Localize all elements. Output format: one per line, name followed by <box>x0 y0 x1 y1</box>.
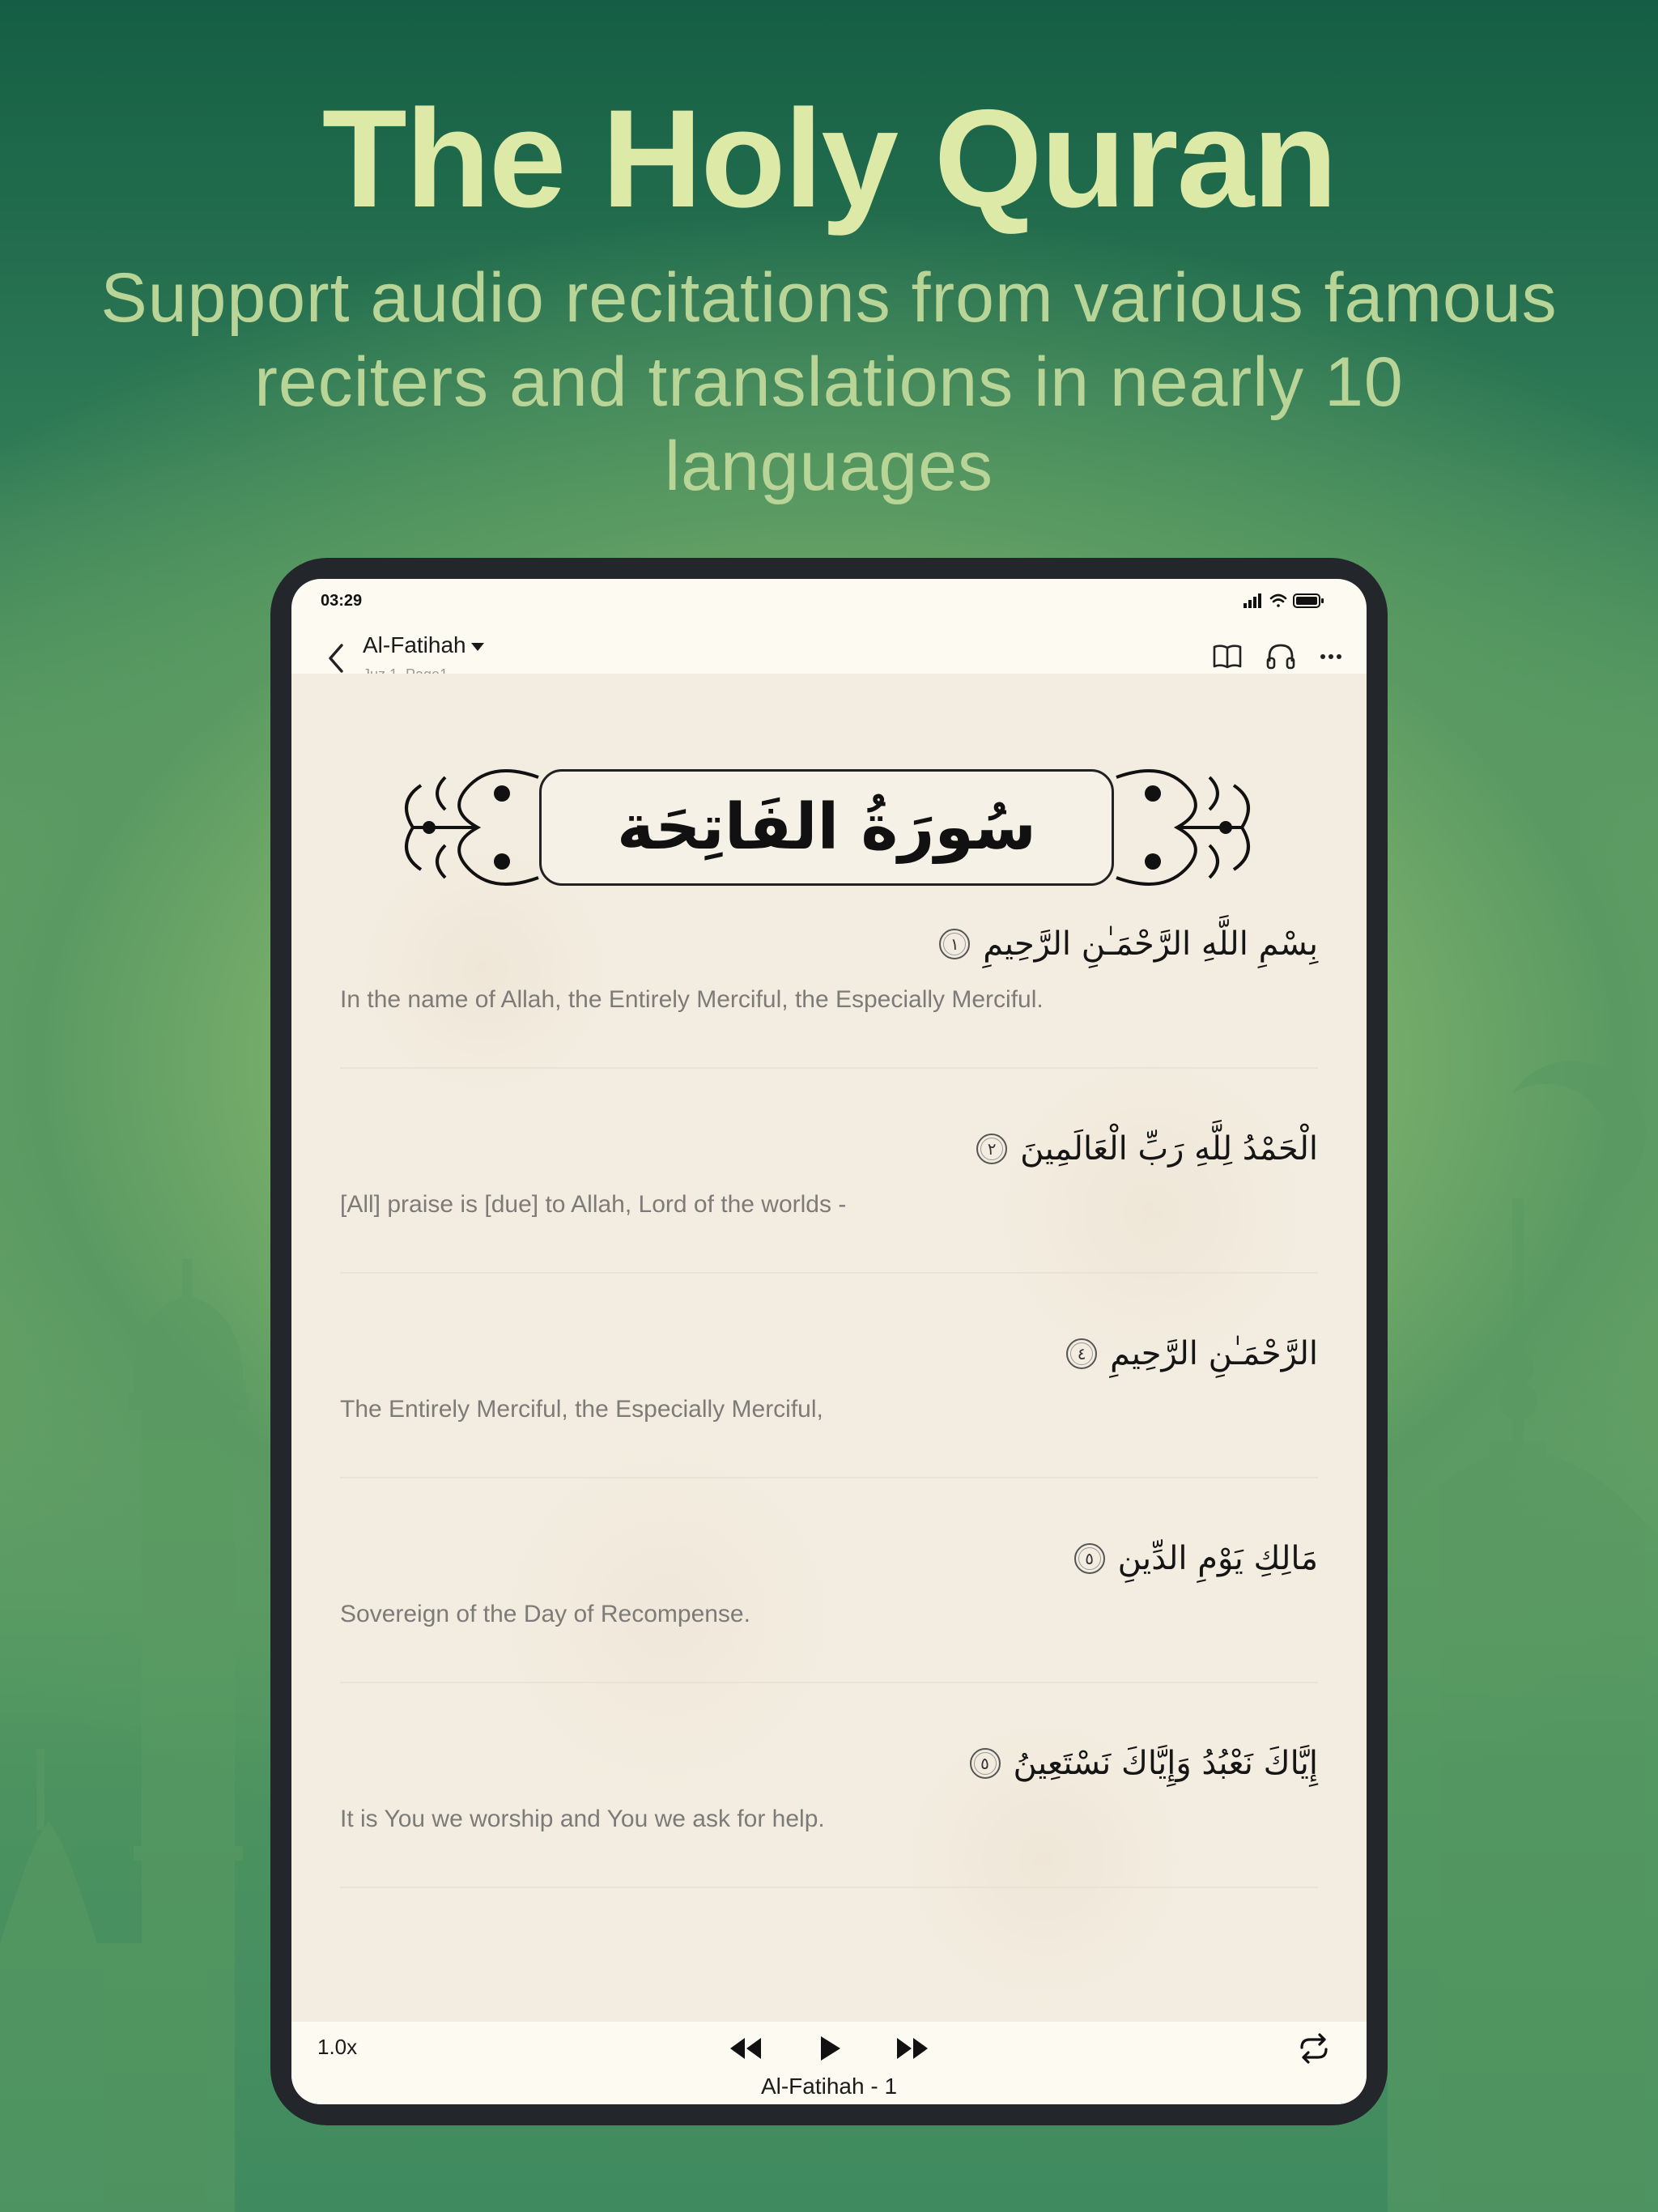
promo-headline: The Holy Quran <box>321 81 1337 236</box>
verse-translation: The Entirely Merciful, the Especially Merciful, <box>340 1396 823 1423</box>
verse-number-badge: ٥ <box>1074 1543 1105 1574</box>
more-icon[interactable] <box>1313 639 1349 674</box>
verse-arabic: الْحَمْدُ لِلَّهِ رَبِّ الْعَالَمِينَ <box>1020 1130 1318 1168</box>
cellular-signal-icon <box>1244 593 1261 608</box>
battery-icon <box>1294 594 1324 607</box>
status-bar <box>291 579 1367 619</box>
rewind-icon[interactable] <box>725 2030 766 2067</box>
verse-arabic: بِسْمِ اللَّهِ الرَّحْمَـٰنِ الرَّحِيمِ <box>983 925 1318 963</box>
promo-subline: Support audio recitations from various famous reciters and translations in nearly 10 languages <box>100 259 1558 505</box>
repeat-icon[interactable] <box>1294 2030 1334 2067</box>
status-icons <box>1244 590 1341 611</box>
verse-arabic: إِيَّاكَ نَعْبُدُ وَإِيَّاكَ نَسْتَعِينُ <box>1013 1745 1318 1782</box>
surah-selector[interactable] <box>363 632 484 658</box>
audio-player <box>291 2022 1367 2104</box>
divider <box>340 1887 1318 1888</box>
verse-number-badge: ٥ <box>970 1748 1001 1779</box>
divider <box>340 1067 1318 1069</box>
playback-speed-button[interactable]: 1.0x <box>317 2035 358 2059</box>
ornament-left-icon <box>397 761 542 894</box>
verse-translation: [All] praise is [due] to Allah, Lord of the worlds - <box>340 1191 847 1218</box>
verse-translation: In the name of Allah, the Entirely Merciful, the Especially Merciful. <box>340 986 1044 1013</box>
tablet-frame <box>270 558 1388 2125</box>
caret-down-icon <box>471 643 484 651</box>
verse-arabic: مَالِكِ يَوْمِ الدِّينِ <box>1117 1540 1318 1577</box>
status-time: 03:29 <box>321 592 363 610</box>
verse-translation: It is You we worship and You we ask for help. <box>340 1806 825 1832</box>
divider <box>340 1477 1318 1478</box>
verse-number-badge: ٢ <box>976 1134 1007 1164</box>
verse-translation: Sovereign of the Day of Recompense. <box>340 1601 750 1627</box>
now-playing-label: Al-Fatihah - 1 <box>760 2074 898 2099</box>
wifi-icon <box>1271 595 1286 607</box>
divider <box>340 1272 1318 1274</box>
app-screen <box>291 579 1367 2104</box>
reading-page <box>291 674 1367 2022</box>
surah-title: Al-Fatihah <box>363 632 466 657</box>
divider <box>340 1682 1318 1683</box>
surah-header-banner <box>397 761 1258 894</box>
play-icon[interactable] <box>810 2030 850 2067</box>
ornament-right-icon <box>1112 761 1258 894</box>
book-icon[interactable] <box>1209 639 1245 674</box>
headphones-icon[interactable] <box>1263 639 1299 674</box>
verse-number-badge: ٤ <box>1066 1338 1097 1369</box>
verse-number-badge: ١ <box>939 929 970 959</box>
fast-forward-icon[interactable] <box>892 2030 933 2067</box>
verse-arabic: الرَّحْمَـٰنِ الرَّحِيمِ <box>1110 1335 1318 1372</box>
surah-name-arabic: سُورَةُ الفَاتِحَة <box>617 791 1036 864</box>
